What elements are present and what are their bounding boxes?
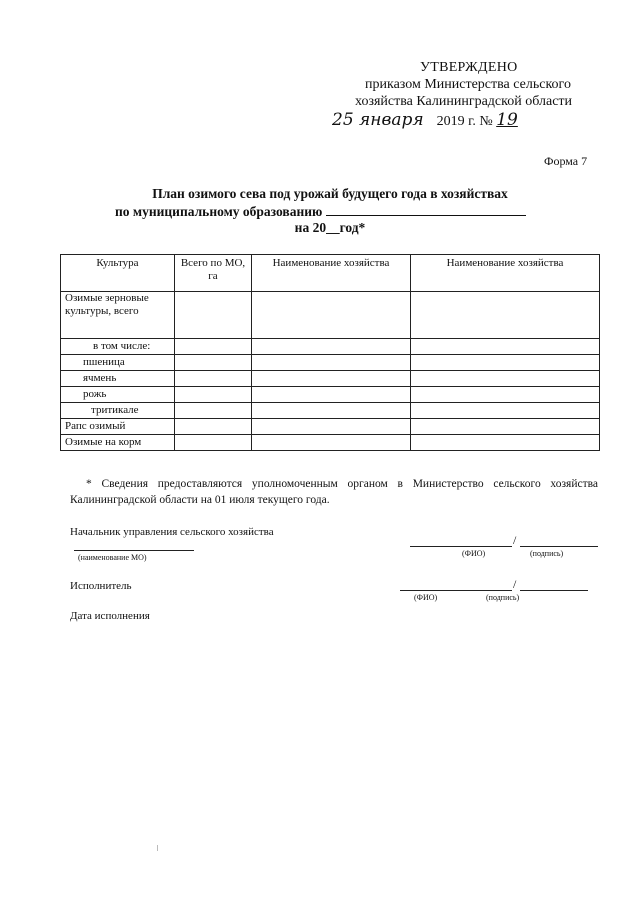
table-cell — [252, 435, 411, 451]
table-cell — [252, 339, 411, 355]
table-cell — [252, 355, 411, 371]
executor-fio-caption: (ФИО) — [414, 593, 438, 602]
table-cell — [411, 435, 600, 451]
handwritten-order-number: 19 — [496, 110, 518, 130]
table-cell — [175, 371, 252, 387]
table-row — [61, 355, 600, 371]
row-label: Рапс озимый — [61, 419, 175, 435]
approval-title: УТВЕРЖДЕНО — [420, 60, 518, 75]
table-cell — [411, 355, 600, 371]
sign-caption: (подпись) — [530, 549, 564, 558]
document-title — [60, 186, 600, 236]
table-row — [61, 371, 600, 387]
table-cell — [252, 419, 411, 435]
table-cell — [175, 339, 252, 355]
row-label: ячмень — [61, 371, 175, 387]
executor-label: Исполнитель — [70, 580, 132, 592]
executor-sign-line — [520, 590, 588, 591]
table-row — [61, 403, 600, 419]
handwritten-date: 25 января — [332, 110, 424, 130]
table-cell — [411, 387, 600, 403]
table-cell — [411, 339, 600, 355]
table-cell — [175, 435, 252, 451]
row-label: рожь — [61, 387, 175, 403]
head-label: Начальник управления сельского хозяйства — [70, 526, 274, 538]
title-line-2 — [60, 202, 600, 220]
table-row — [61, 339, 600, 355]
municipality-blank — [326, 202, 526, 216]
title-line-3: на 20__год* — [294, 220, 366, 235]
executor-fio-line — [400, 590, 512, 591]
row-label: Озимые зерновые культуры, всего — [61, 292, 175, 339]
table-cell — [252, 371, 411, 387]
fio-blank-line — [410, 546, 512, 547]
approval-date-line — [332, 110, 518, 130]
row-label: в том числе: — [61, 339, 175, 355]
row-label: пшеница — [61, 355, 175, 371]
header-farm-1: Наименование хозяйства — [252, 255, 411, 292]
table-header-row — [61, 255, 600, 292]
table-cell — [252, 403, 411, 419]
table-row — [61, 419, 600, 435]
header-culture: Культура — [61, 255, 175, 292]
row-label: тритикале — [61, 403, 175, 419]
date-label: Дата исполнения — [70, 610, 150, 622]
sign-blank-line — [520, 546, 598, 547]
mo-caption: (наименование МО) — [78, 553, 147, 562]
title-line-2-text: по муниципальному образованию — [115, 204, 323, 219]
header-total: Всего по МО, га — [175, 255, 252, 292]
table-cell — [411, 292, 600, 339]
fio-caption: (ФИО) — [462, 549, 486, 558]
approval-line-1: приказом Министерства сельского — [365, 77, 571, 92]
executor-sign-caption: (подпись) — [486, 593, 520, 602]
row-label: Озимые на корм — [61, 435, 175, 451]
table-cell — [411, 371, 600, 387]
table-row — [61, 387, 600, 403]
table-cell — [175, 387, 252, 403]
header-farm-2: Наименование хозяйства — [411, 255, 600, 292]
scan-mark — [157, 845, 158, 851]
table-cell — [175, 403, 252, 419]
slash-separator-2: / — [513, 577, 517, 591]
table-row — [61, 292, 600, 339]
mo-blank-line — [74, 550, 194, 551]
slash-separator: / — [513, 533, 517, 547]
table-cell — [411, 419, 600, 435]
approval-block — [0, 0, 640, 140]
approval-year: 2019 г. № — [436, 114, 493, 129]
table-cell — [411, 403, 600, 419]
table-row — [61, 435, 600, 451]
sowing-plan-table — [60, 254, 600, 451]
title-line-1: План озимого сева под урожай будущего года в хозяйствах — [152, 186, 508, 201]
form-number: Форма 7 — [544, 154, 588, 168]
footnote: * Сведения предоставляются уполномоченным органом в Министерство сельского хозяйства Калининградской области на 01 июля текущего года. — [70, 478, 598, 506]
table-cell — [175, 419, 252, 435]
table-cell — [175, 292, 252, 339]
table-cell — [175, 355, 252, 371]
table-cell — [252, 387, 411, 403]
approval-line-2: хозяйства Калининградской области — [355, 94, 573, 109]
table-cell — [252, 292, 411, 339]
